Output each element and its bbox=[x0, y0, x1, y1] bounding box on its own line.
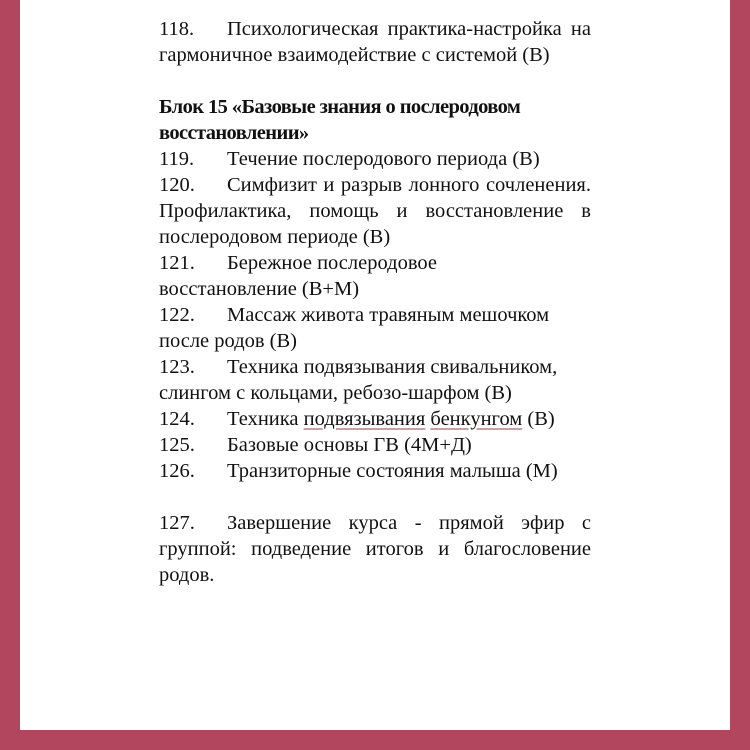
list-item-124 bbox=[159, 406, 591, 432]
item-number: 124. bbox=[159, 408, 195, 430]
item-text: Техника подвязывания свивальником, слингом с кольцами, ребозо-шарфом (В) bbox=[159, 356, 558, 404]
document-text bbox=[159, 16, 591, 588]
spacer bbox=[159, 68, 591, 94]
list-item-122 bbox=[159, 302, 584, 354]
list-item-119 bbox=[159, 146, 591, 172]
item-text: Психологическая практика-настройка на гармоничное взаимодействие с системой (В) bbox=[159, 18, 591, 66]
item-text-start: Техника bbox=[227, 408, 304, 430]
list-item-123 bbox=[159, 354, 591, 406]
list-item-121 bbox=[159, 250, 459, 302]
item-number: 123. bbox=[159, 356, 195, 378]
item-text: Завершение курса - прямой эфир с группой: подведение итогов и благословение родов. bbox=[159, 512, 591, 586]
list-item-126 bbox=[159, 458, 591, 484]
list-item-120 bbox=[159, 172, 591, 250]
item-text-end: (В) bbox=[522, 408, 555, 430]
spacer bbox=[159, 484, 591, 510]
item-number: 118. bbox=[159, 18, 195, 40]
list-item-118 bbox=[159, 16, 591, 68]
item-text: Транзиторные состояния малыша (М) bbox=[227, 460, 558, 482]
item-text: Базовые основы ГВ (4М+Д) bbox=[227, 434, 472, 456]
document-page bbox=[20, 0, 730, 730]
item-number: 119. bbox=[159, 148, 195, 170]
underlined-word: подвязывания bbox=[303, 408, 426, 430]
item-number: 127. bbox=[159, 512, 195, 534]
item-number: 122. bbox=[159, 304, 195, 326]
item-text: Массаж живота травяным мешочком после родов (В) bbox=[159, 304, 550, 352]
block-heading: Блок 15 «Базовые знания о послеродовом восстановлении» bbox=[159, 96, 521, 144]
item-number: 126. bbox=[159, 460, 195, 482]
list-item-127 bbox=[159, 510, 591, 588]
item-number: 120. bbox=[159, 174, 195, 196]
underlined-word: бенкунгом bbox=[430, 408, 523, 430]
item-text: Бережное послеродовое восстановление (В+М) bbox=[159, 252, 437, 300]
item-number: 121. bbox=[159, 252, 195, 274]
item-number: 125. bbox=[159, 434, 195, 456]
item-text: Течение послеродового периода (В) bbox=[227, 148, 540, 170]
item-text: Симфизит и разрыв лонного сочленения. Профилактика, помощь и восстановление в послеродовом периоде (В) bbox=[159, 174, 591, 248]
list-item-125 bbox=[159, 432, 591, 458]
